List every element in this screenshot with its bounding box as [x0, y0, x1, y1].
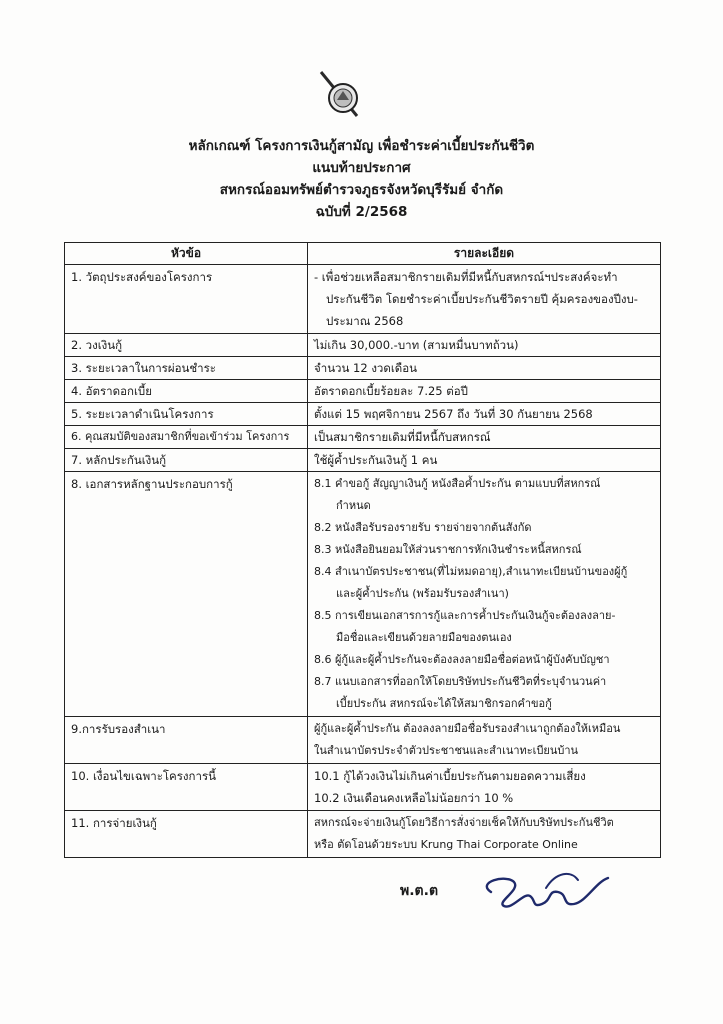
detail-line: มือชื่อและเขียนด้วยลายมือของตนเอง [336, 631, 512, 644]
header-title: หลักเกณฑ์ โครงการเงินกู้สามัญ เพื่อชำระค่าเบี้ยประกันชีวิต [188, 138, 535, 154]
detail-line: กำหนด [336, 499, 371, 512]
row-detail: เป็นสมาชิกรายเดิมที่มีหนี้กับสหกรณ์ [308, 426, 661, 449]
detail-line: หรือ ตัดโอนด้วยระบบ Krung Thai Corporate Online [314, 838, 578, 851]
row-detail [308, 764, 661, 811]
row-topic: 7. หลักประกันเงินกู้ [65, 449, 308, 472]
detail-line: 10.1 กู้ได้วงเงินไม่เกินค่าเบี้ยประกันตามยอดความเสี่ยง [314, 769, 586, 783]
row-detail: ตั้งแต่ 15 พฤศจิกายน 2567 ถึง วันที่ 30 กันยายน 2568 [308, 403, 661, 426]
row-detail [308, 472, 661, 717]
row-detail: อัตราดอกเบี้ยร้อยละ 7.25 ต่อปี [308, 380, 661, 403]
detail-line: และผู้ค้ำประกัน (พร้อมรับรองสำเนา) [336, 587, 509, 600]
detail-line: 10.2 เงินเดือนคงเหลือไม่น้อยกว่า 10 % [314, 791, 514, 805]
detail-line: - เพื่อช่วยเหลือสมาชิกรายเดิมที่มีหนี้กับสหกรณ์ฯประสงค์จะทำ [314, 270, 618, 284]
column-header-detail: รายละเอียด [308, 243, 661, 265]
detail-line: 8.6 ผู้กู้และผู้ค้ำประกันจะต้องลงลายมือชื่อต่อหน้าผู้บังคับบัญชา [314, 653, 610, 666]
row-topic: 4. อัตราดอกเบี้ย [65, 380, 308, 403]
detail-line: 8.4 สำเนาบัตรประชาชน(ที่ไม่หมดอายุ),สำเนาทะเบียนบ้านของผู้กู้ [314, 565, 628, 578]
row-detail [308, 811, 661, 858]
cooperative-emblem-icon [313, 70, 365, 120]
criteria-table [64, 242, 661, 858]
detail-line: เบี้ยประกัน สหกรณ์จะได้ให้สมาชิกรอกคำขอกู้ [336, 697, 552, 710]
row-topic: 11. การจ่ายเงินกู้ [65, 811, 308, 858]
detail-line: สหกรณ์จะจ่ายเงินกู้โดยวิธีการสั่งจ่ายเช็คให้กับบริษัทประกันชีวิต [314, 816, 614, 829]
header-organization: สหกรณ์ออมทรัพย์ตำรวจภูธรจังหวัดบุรีรัมย์ จำกัด [219, 182, 504, 198]
detail-line: ผู้กู้และผู้ค้ำประกัน ต้องลงลายมือชื่อรับรองสำเนาถูกต้องให้เหมือน [314, 722, 621, 735]
row-detail [308, 717, 661, 764]
row-topic: 10. เงื่อนไขเฉพาะโครงการนี้ [65, 764, 308, 811]
row-topic: 6. คุณสมบัติของสมาชิกที่ขอเข้าร่วม โครงการ [65, 426, 308, 449]
table-row [65, 811, 661, 858]
handwritten-signature-icon [396, 862, 636, 922]
header-issue-number: ฉบับที่ 2/2568 [315, 204, 408, 220]
table-row [65, 764, 661, 811]
document-header [60, 135, 663, 223]
table-row [65, 265, 661, 334]
table-row [65, 357, 661, 380]
row-topic: 1. วัตถุประสงค์ของโครงการ [65, 265, 308, 334]
table-row [65, 449, 661, 472]
row-detail: ไม่เกิน 30,000.-บาท (สามหมื่นบาทถ้วน) [308, 334, 661, 357]
row-detail: จำนวน 12 งวดเดือน [308, 357, 661, 380]
row-detail: ใช้ผู้ค้ำประกันเงินกู้ 1 คน [308, 449, 661, 472]
row-topic: 9.การรับรองสำเนา [65, 717, 308, 764]
row-topic: 8. เอกสารหลักฐานประกอบการกู้ [65, 472, 308, 717]
table-row [65, 717, 661, 764]
table-row [65, 426, 661, 449]
row-detail [308, 265, 661, 334]
table-row [65, 472, 661, 717]
detail-line: 8.3 หนังสือยินยอมให้ส่วนราชการหักเงินชำระหนี้สหกรณ์ [314, 543, 582, 556]
table-row [65, 380, 661, 403]
header-attachment-note: แนบท้ายประกาศ [312, 160, 411, 176]
detail-line: 8.2 หนังสือรับรองรายรับ รายจ่ายจากต้นสังกัด [314, 521, 532, 534]
row-topic: 2. วงเงินกู้ [65, 334, 308, 357]
table-row [65, 403, 661, 426]
detail-line: 8.1 คำขอกู้ สัญญาเงินกู้ หนังสือค้ำประกัน ตามแบบที่สหกรณ์ [314, 477, 601, 490]
table-header-row [65, 243, 661, 265]
column-header-topic: หัวข้อ [65, 243, 308, 265]
detail-line: 8.5 การเขียนเอกสารการกู้และการค้ำประกันเงินกู้จะต้องลงลาย- [314, 609, 616, 622]
signature-initials: พ.ต.ต [400, 883, 439, 899]
table-row [65, 334, 661, 357]
detail-line: ประกันชีวิต โดยชำระค่าเบี้ยประกันชีวิตรายปี คุ้มครองของปีงบ- [326, 292, 638, 306]
row-topic: 5. ระยะเวลาดำเนินโครงการ [65, 403, 308, 426]
detail-line: 8.7 แนบเอกสารที่ออกให้โดยบริษัทประกันชีวิตที่ระบุจำนวนค่า [314, 675, 607, 688]
detail-line: ในสำเนาบัตรประจำตัวประชาชนและสำเนาทะเบียนบ้าน [314, 744, 579, 757]
row-topic: 3. ระยะเวลาในการผ่อนชำระ [65, 357, 308, 380]
detail-line: ประมาณ 2568 [326, 314, 404, 328]
